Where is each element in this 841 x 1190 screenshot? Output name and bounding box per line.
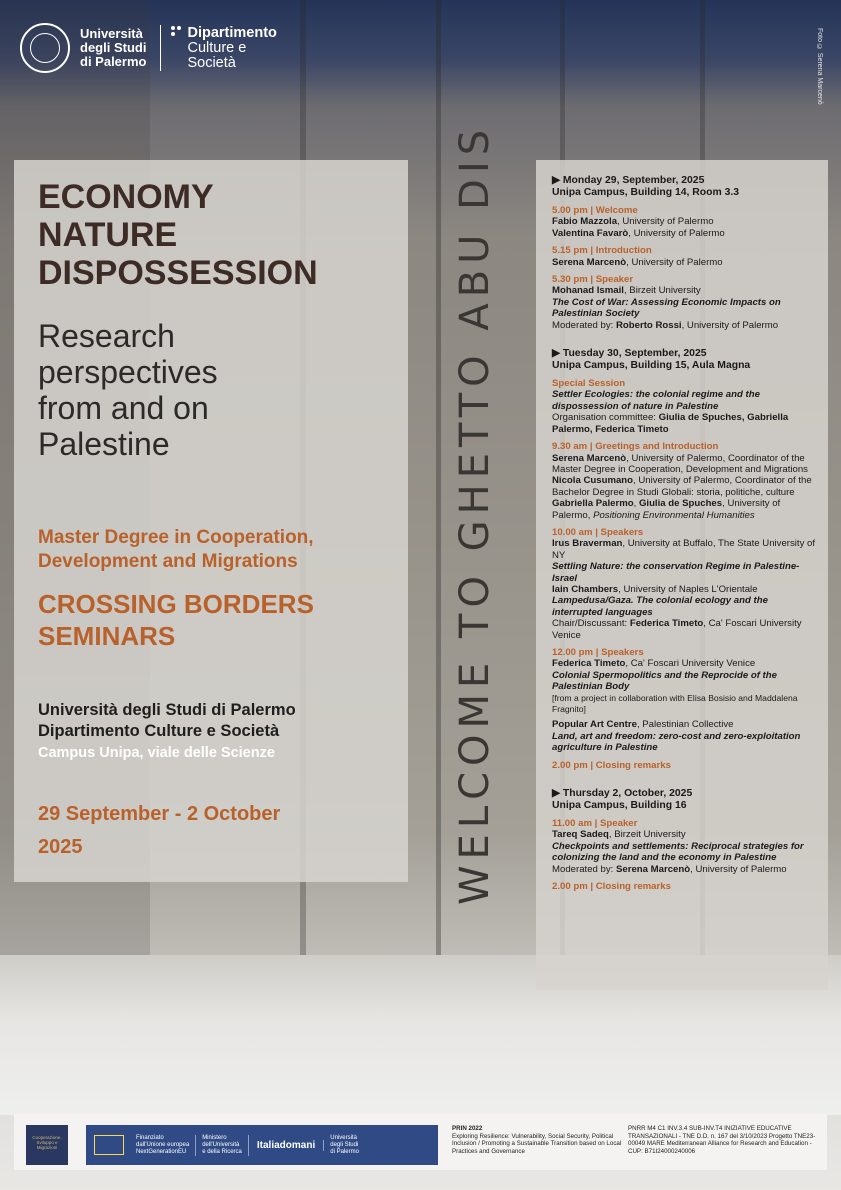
- time-slot: 5.30 pm | Speaker: [552, 274, 634, 286]
- event-title: ECONOMY NATURE DISPOSSESSION: [38, 178, 318, 292]
- speaker-line: Gabriella Palermo, Giulia de Spuches, University of Palermo, Positioning Environmental Humanities: [552, 498, 781, 521]
- talk-title: Checkpoints and settlements: Reciprocal strategies for colonizing the land and the economy in Palestine: [552, 840, 804, 864]
- event-dates: 29 September - 2 October 2025: [38, 803, 281, 858]
- time-slot: 11.00 am | Speaker: [552, 818, 638, 830]
- program: [552, 175, 818, 893]
- day-place: Unipa Campus, Building 14, Room 3.3: [552, 187, 740, 198]
- seminar-series: CROSSING BORDERS SEMINARS: [38, 589, 314, 651]
- day-date: ▶ Tuesday 30, September, 2025: [552, 348, 707, 360]
- speaker-line: Tareq Sadeq, Birzeit University: [552, 829, 686, 841]
- prin-info: PRIN 2022 Exploring Resilience: Vulnerability, Social Security, Political Inclusion / Promoting a Sustainable Transition based on Local Practices and Governance: [452, 1125, 622, 1155]
- department-dots-icon: [171, 26, 183, 42]
- organizer: Università degli Studi di Palermo Dipartimento Culture e Società: [38, 701, 296, 740]
- eu-flag-icon: [94, 1135, 124, 1155]
- header-logos: [20, 22, 277, 74]
- unipa-logo-text: Università degli Studi di Palermo: [330, 1134, 359, 1155]
- talk-note: [from a project in collaboration with Elisa Bosisio and Maddalena Fragnito]: [552, 692, 798, 715]
- event-subtitle: Research perspectives from and on Palestine: [38, 318, 218, 462]
- time-slot: 9.30 am | Greetings and Introduction: [552, 441, 719, 453]
- pnrr-info: PNRR M4 C1 INV.3.4 SUB-INV.T4 INIZIATIVE EDUCATIVE TRANSAZIONALI - TNE D.D. n. 167 del 3/10/2023 Progetto TNE23-00049 MARE Mediterranean Alliance for Research and Education - CUP: B71I24000240006: [628, 1125, 816, 1155]
- funding-logos: [86, 1125, 438, 1165]
- time-slot: 5.15 pm | Introduction: [552, 245, 652, 257]
- session-label: Special Session: [552, 378, 626, 390]
- speaker-line: Federica Timeto, Ca' Foscari University Venice: [552, 658, 756, 670]
- moderator-line: Moderated by: Serena Marcenò, University of Palermo: [552, 863, 787, 875]
- italiadomani-logo: Italiadomani: [249, 1140, 324, 1151]
- talk-title: Settling Nature: the conservation Regime in Palestine-Israel: [552, 561, 800, 584]
- day-place: Unipa Campus, Building 15, Aula Magna: [552, 360, 751, 372]
- speaker-line: Valentina Favarò, University of Palermo: [552, 227, 725, 239]
- university-seal-icon: [20, 23, 70, 73]
- time-slot: 5.00 pm | Welcome: [552, 205, 638, 216]
- speaker-line: Fabio Mazzola, University of Palermo: [552, 216, 714, 228]
- time-slot: 12.00 pm | Speakers: [552, 647, 644, 658]
- day-date: ▶ Thursday 2, October, 2025: [552, 788, 693, 800]
- master-degree-logo: Cooperazione, Sviluppo e Migrazioni: [26, 1125, 68, 1165]
- speaker-line: Serena Marcenò, University of Palermo, Coordinator of the Master Degree in Cooperation, Development and Migrations: [552, 452, 808, 475]
- time-slot: 10.00 am | Speakers: [552, 526, 644, 538]
- master-degree: Master Degree in Cooperation, Development and Migrations: [38, 527, 314, 572]
- talk-title: The Cost of War: Assessing Economic Impacts on Palestinian Society: [552, 296, 781, 320]
- venue: Campus Unipa, viale delle Scienze: [38, 745, 275, 761]
- department-logo-text: Dipartimento Culture e Società: [187, 24, 277, 71]
- committee-line: Organisation committee: Giulia de Spuches, Gabriella Palermo, Federica Timeto: [552, 412, 789, 435]
- moderator-line: Moderated by: Roberto Rossi, University of Palermo: [552, 319, 779, 331]
- speaker-line: Iain Chambers, University of Naples L'Orientale: [552, 583, 758, 595]
- mur-logo-text: Ministero dell'Università e della Ricerca: [196, 1135, 249, 1156]
- university-logo-text: Università degli Studi di Palermo: [80, 26, 147, 69]
- eu-logo-text: Finanziato dall'Unione europea NextGenerationEU: [130, 1135, 196, 1156]
- wall-seam: [436, 0, 441, 960]
- day-place: Unipa Campus, Building 16: [552, 800, 687, 812]
- chair-line: Chair/Discussant: Federica Timeto, Ca' Foscari University Venice: [552, 618, 802, 641]
- talk-title: Lampedusa/Gaza. The colonial ecology and the interrupted languages: [552, 595, 768, 618]
- speaker-line: Popular Art Centre, Palestinian Collective: [552, 719, 734, 731]
- time-slot: 2.00 pm | Closing remarks: [552, 759, 671, 771]
- day-date: ▶ Monday 29, September, 2025: [552, 175, 705, 186]
- time-slot: 2.00 pm | Closing remarks: [552, 881, 671, 893]
- speaker-line: Nicola Cusumano, University of Palermo, Coordinator of the Bachelor Degree in Studi Globali: storia, politiche, culture: [552, 475, 812, 498]
- logo-divider: [160, 25, 161, 71]
- speaker-line: Mohanad Ismail, Birzeit University: [552, 285, 701, 297]
- photo-credit: Foto © Serena Marcenò: [816, 28, 823, 105]
- session-title: Settler Ecologies: the colonial regime and the dispossession of nature in Palestine: [552, 389, 760, 412]
- graffiti-text: WELCOME TO GHETTO ABU DIS: [452, 123, 498, 905]
- talk-title: Land, art and freedom: zero-cost and zero-exploitation agriculture in Palestine: [552, 730, 801, 754]
- talk-title: Colonial Spermopolitics and the Reprocide of the Palestinian Body: [552, 669, 777, 693]
- speaker-line: Irus Braverman, University at Buffalo, The State University of NY: [552, 538, 816, 561]
- speaker-line: Serena Marcenò, University of Palermo: [552, 256, 723, 268]
